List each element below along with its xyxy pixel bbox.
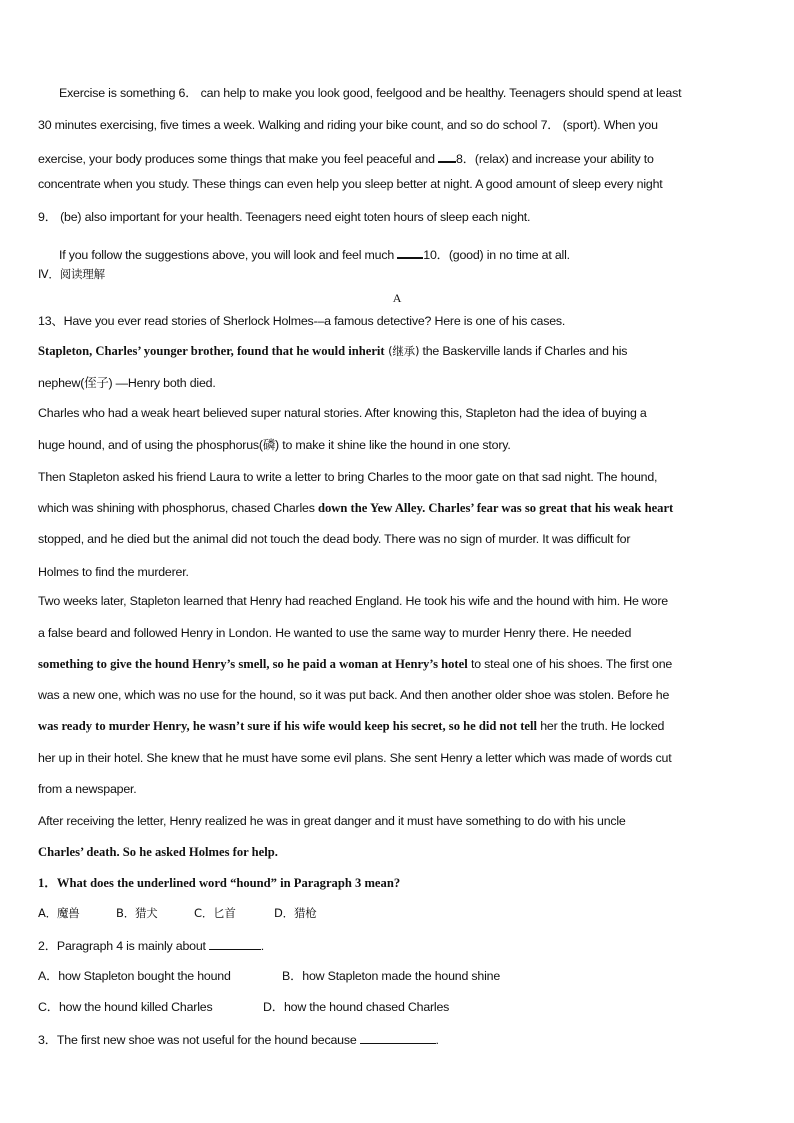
p4-line-5-bold: was ready to murder Henry, he wasn’t sure if his wife would keep his secret, so he did not tell [38, 719, 537, 733]
question-2-options-row-2 [38, 999, 758, 1015]
passage-p4-line-3 [38, 656, 758, 672]
passage-p4-line-1: Two weeks later, Stapleton learned that Henry had reached England. He took his wife and the hound with him. He wore [38, 594, 668, 608]
passage-p4-line-5 [38, 718, 758, 734]
cloze-line-5: 9． (be) also important for your health. Teenagers need eight toten hours of sleep each night. [38, 210, 531, 224]
section-letter: A [392, 291, 402, 305]
cloze-line-4: concentrate when you study. These things can even help you sleep better at night. A good amount of sleep every night [38, 177, 663, 191]
passage-p5-line-2: Charles’ death. So he asked Holmes for help. [38, 845, 278, 859]
p3-line-2-bold: down the Yew Alley. Charles’ fear was so great that his weak heart [317, 501, 674, 515]
passage-p5-line-1: After receiving the letter, Henry realized he was in great danger and it must have something to do with his uncle [38, 814, 626, 828]
passage-p4-line-7: from a newspaper. [38, 782, 137, 796]
p1-cjk-note: (继承) [384, 344, 420, 358]
q2-stem-text: 2．Paragraph 4 is mainly about [38, 939, 206, 953]
passage-p4-line-4: was a new one, which was no use for the hound, so it was put back. And then another older shoe was stolen. Before he [38, 688, 670, 702]
p1-rest-text: the Baskerville lands if Charles and his [419, 344, 628, 358]
cloze-line-6-text: If you follow the suggestions above, you will look and feel much [59, 248, 398, 262]
q1-option-d[interactable]: D．猎枪 [274, 906, 317, 920]
q2-option-d[interactable]: D．how the hound chased Charles [263, 1000, 450, 1014]
passage-p2-line-2: huge hound, and of using the phosphorus(磷) to make it shine like the hound in one story. [38, 438, 511, 452]
q3-stem-text: 3．The first new shoe was not useful for the hound because [38, 1033, 357, 1047]
section-heading: Ⅳ．阅读理解 [38, 267, 105, 281]
q2-answer-blank[interactable] [209, 937, 261, 950]
cloze-line-3-text: exercise, your body produces some things that make you feel peaceful and [38, 152, 439, 166]
passage-p3-line-3: stopped, and he died but the animal did not touch the dead body. There was no sign of murder. It was difficult for [38, 532, 631, 546]
blank-8 [438, 155, 456, 163]
q2-option-b[interactable]: B．how Stapleton made the hound shine [282, 969, 501, 983]
q1-option-c[interactable]: C．匕首 [194, 906, 236, 920]
passage-intro: 13、Have you ever read stories of Sherlock Holmes-–a famous detective? Here is one of his cases. [38, 314, 566, 328]
q2-end-mark: . [260, 939, 265, 953]
passage-p4-line-6: her up in their hotel. She knew that he must have some evil plans. She sent Henry a letter which was made of words cut [38, 751, 672, 765]
cloze-line-1: Exercise is something 6． can help to make you look good, feelgood and be healthy. Teenagers should spend at least [59, 86, 682, 100]
cloze-line-2: 30 minutes exercising, five times a week. Walking and riding your bike count, and so do school 7． (sport). When you [38, 118, 658, 132]
passage-p1-line-2: nephew(侄子) —Henry both died. [38, 376, 216, 390]
cloze-line-3 [38, 151, 758, 167]
p1-bold-text: Stapleton, Charles’ younger brother, found that he would inherit [38, 344, 385, 358]
q1-option-a[interactable]: A．魔兽 [38, 906, 80, 920]
question-2-options-row-1 [38, 968, 758, 984]
question-2-stem [38, 937, 758, 954]
q2-option-c[interactable]: C．how the hound killed Charles [38, 1000, 213, 1014]
passage-p3-line-2 [38, 500, 758, 516]
p3-line-2-text: which was shining with phosphorus, chased Charles [38, 501, 318, 515]
q2-option-a[interactable]: A．how Stapleton bought the hound [38, 969, 231, 983]
passage-p2-line-1: Charles who had a weak heart believed super natural stories. After knowing this, Stapleton had the idea of buying a [38, 406, 647, 420]
passage-p3-line-4: Holmes to find the murderer. [38, 565, 189, 579]
cloze-line-6-rest: 10．(good) in no time at all. [423, 248, 570, 262]
cloze-line-6 [59, 247, 779, 263]
q3-answer-blank[interactable] [360, 1031, 436, 1044]
passage-p4-line-2: a false beard and followed Henry in London. He wanted to use the same way to murder Henry there. He needed [38, 626, 632, 640]
blank-10 [397, 251, 423, 259]
q3-end-mark: . [435, 1033, 439, 1047]
passage-p3-line-1: Then Stapleton asked his friend Laura to write a letter to bring Charles to the moor gate on that sad night. The hound, [38, 470, 658, 484]
passage-p1-line-1 [38, 343, 758, 359]
p4-line-3-bold: something to give the hound Henry’s smell, so he paid a woman at Henry’s hotel [38, 657, 468, 671]
p4-line-3-rest: to steal one of his shoes. The first one [467, 657, 673, 671]
question-1-stem: 1．What does the underlined word “hound” in Paragraph 3 mean? [38, 876, 401, 890]
p4-line-5-rest: her the truth. He locked [536, 719, 665, 733]
q1-option-b[interactable]: B．猎犬 [116, 906, 158, 920]
question-3-stem [38, 1031, 758, 1048]
cloze-line-3-rest: 8．(relax) and increase your ability to [456, 152, 654, 166]
question-1-options [38, 905, 758, 921]
